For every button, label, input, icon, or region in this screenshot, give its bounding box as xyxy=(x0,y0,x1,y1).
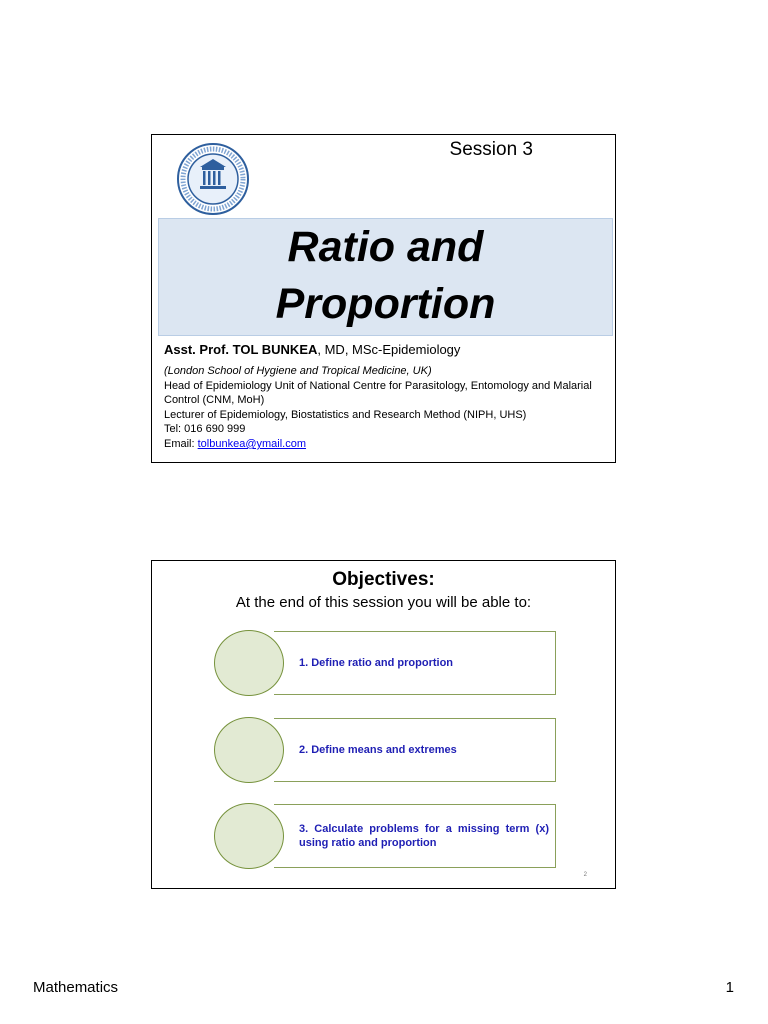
objective-item-2 xyxy=(214,717,558,785)
author-line xyxy=(164,342,460,357)
slide-title xyxy=(158,218,613,336)
objective-text-3: 3. Calculate problems for a missing term (x) using ratio and proportion xyxy=(299,823,549,849)
objective-text-1: 1. Define ratio and proportion xyxy=(299,657,454,669)
objective-item-1 xyxy=(214,630,558,698)
objectives-title: Objectives: xyxy=(332,569,435,590)
role-1: Head of Epidemiology Unit of National Centre for Parasitology, Entomology and Malarial Control (CNM, MoH) xyxy=(164,379,592,407)
footer-page-number: 1 xyxy=(725,979,734,996)
circle-bullet-icon xyxy=(214,717,284,783)
circle-bullet-icon xyxy=(214,803,284,869)
slide-number: 2 xyxy=(583,872,587,878)
footer-subject: Mathematics xyxy=(33,979,119,996)
university-seal-icon xyxy=(176,142,250,216)
objectives-subtitle: At the end of this session you will be able to: xyxy=(235,594,532,611)
email-line xyxy=(164,437,604,452)
author-name: Asst. Prof. TOL BUNKEA xyxy=(164,342,318,357)
role-2: Lecturer of Epidemiology, Biostatistics and Research Method (NIPH, UHS) xyxy=(164,408,527,421)
slide-2 xyxy=(151,560,616,889)
session-label: Session 3 xyxy=(449,139,533,160)
objective-item-3 xyxy=(214,803,558,871)
objective-text-2: 2. Define means and extremes xyxy=(299,744,457,756)
author-info xyxy=(164,364,604,452)
title-line-1: Ratio and xyxy=(287,223,484,271)
author-degrees: , MD, MSc-Epidemiology xyxy=(317,342,461,357)
email-label: Email: xyxy=(164,437,198,450)
affiliation: (London School of Hygiene and Tropical Medicine, UK) xyxy=(164,365,432,377)
slide-1 xyxy=(151,134,616,463)
telephone: Tel: 016 690 999 xyxy=(164,423,246,436)
title-line-2: Proportion xyxy=(275,280,496,328)
circle-bullet-icon xyxy=(214,630,284,696)
email-link[interactable]: tolbunkea@ymail.com xyxy=(197,437,307,450)
